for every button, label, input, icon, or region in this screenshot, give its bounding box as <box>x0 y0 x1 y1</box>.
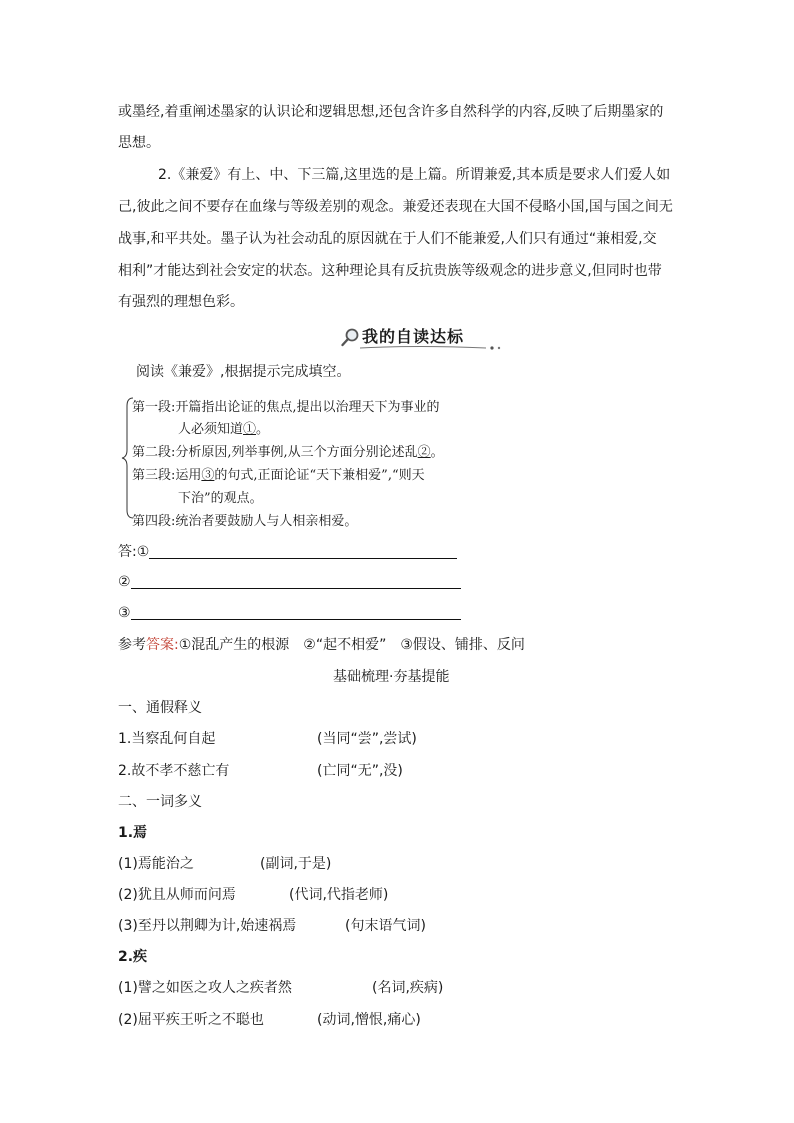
reference-label-b: 答案 <box>146 637 174 653</box>
reference-label-a: 参考 <box>118 637 146 653</box>
outline-section-1b-end: 。 <box>256 422 270 437</box>
task-instruction: 阅读《兼爱》,根据提示完成填空。 <box>136 364 351 380</box>
duoyi-word-1-item-3-note: (句末语气词) <box>345 918 426 934</box>
tongjia-item-2-phrase: 2.故不孝不慈亡有 <box>118 763 230 779</box>
para2-line-1: 2.《兼爱》有上、中、下三篇,这里选的是上篇。所谓兼爱,其本质是要求人们爱人如 <box>158 167 671 183</box>
outline-section-4: 第四段:统治者要鼓励人与人相亲相爱。 <box>132 514 358 529</box>
tongjia-item-1-note: (当同“尝”,尝试) <box>317 731 417 747</box>
banner-title: 我的自读达标 <box>362 327 465 346</box>
blank-marker-1: ① <box>243 422 257 437</box>
duoyi-word-2-title: 2.疾 <box>118 949 148 965</box>
intro-line-2: 思想。 <box>118 135 160 151</box>
duoyi-word-2-item-1-note: (名词,疾病) <box>372 980 444 996</box>
outline-section-3a-end: 的句式,正面论证“天下兼相爱”,“则天 <box>214 468 425 483</box>
blank-marker-2: ② <box>417 445 431 460</box>
outline-section-1b <box>178 418 269 437</box>
duoyi-word-1-item-2-phrase: (2)犹且从师而问焉 <box>118 887 236 903</box>
duoyi-word-1-title: 1.焉 <box>118 825 148 841</box>
tongjia-item-1-phrase: 1.当察乱何自起 <box>118 731 216 747</box>
duoyi-word-1-item-3-phrase: (3)至丹以荆卿为计,始速祸焉 <box>118 918 297 934</box>
outline-section-2-end: 。 <box>430 445 444 460</box>
duoyi-word-1-item-1-note: (副词,于是) <box>260 856 332 872</box>
para2-line-2: 己,彼此之间不要存在血缘与等级差别的观念。兼爱还表现在大国不侵略小国,国与国之间无 <box>118 199 673 215</box>
answer-blank-2[interactable] <box>131 572 461 589</box>
outline-section-1a: 第一段:开篇指出论证的焦点,提出以治理天下为事业的 <box>132 400 440 415</box>
answer-blank-3[interactable] <box>131 603 461 620</box>
para2-line-5: 有强烈的理想色彩。 <box>118 294 244 310</box>
outline-section-3a-text: 第三段:运用 <box>132 468 202 483</box>
answer-blank-1[interactable] <box>149 542 457 559</box>
reference-label-c: : <box>174 637 179 653</box>
answer-line-3 <box>118 603 461 621</box>
banner-underline-decoration <box>358 342 508 352</box>
duoyi-word-1-item-2-note: (代词,代指老师) <box>289 887 389 903</box>
reference-answer <box>118 634 525 654</box>
outline-section-1b-text: 人必须知道 <box>178 422 244 437</box>
answer-line-1 <box>118 541 457 561</box>
para2-line-3: 战事,和平共处。墨子认为社会动乱的原因就在于人们不能兼爱,人们只有通过“兼相爱,交 <box>118 231 657 247</box>
duoyi-word-2-item-2-phrase: (2)屈平疾王听之不聪也 <box>118 1012 264 1028</box>
duoyi-word-2-item-1-phrase: (1)譬之如医之攻人之疾者然 <box>118 980 292 996</box>
outline-section-2-text: 第二段:分析原因,列举事例,从三个方面分别论述乱 <box>132 445 418 460</box>
answer-prefix: 答: <box>118 544 137 560</box>
intro-line-1: 或墨经,着重阐述墨家的认识论和逻辑思想,还包含许多自然科学的内容,反映了后期墨家的 <box>118 104 664 120</box>
duoyi-word-2-item-2-note: (动词,憎恨,痛心) <box>317 1012 421 1028</box>
answer-marker-3: ③ <box>118 605 131 621</box>
blank-marker-3: ③ <box>201 468 215 483</box>
duoyi-heading: 二、一词多义 <box>118 794 202 810</box>
reference-answer-text: ①混乱产生的根源 ②“起不相爱” ③假设、铺排、反问 <box>178 637 525 653</box>
duoyi-word-1-item-1-phrase: (1)焉能治之 <box>118 856 194 872</box>
answer-marker-2: ② <box>118 574 131 590</box>
tongjia-heading: 一、通假释义 <box>118 700 202 716</box>
answer-line-2 <box>118 572 461 590</box>
para2-line-4: 相利”才能达到社会安定的状态。这种理论具有反抗贵族等级观念的进步意义,但同时也带 <box>118 263 662 279</box>
outline-section-3b: 下治”的观点。 <box>178 491 263 506</box>
outline-section-2 <box>132 441 444 460</box>
section-title: 基础梳理·夯基提能 <box>333 669 450 685</box>
outline-section-3a <box>132 464 425 483</box>
answer-marker-1: ① <box>136 544 150 560</box>
tongjia-item-2-note: (亡同“无”,没) <box>317 763 403 779</box>
